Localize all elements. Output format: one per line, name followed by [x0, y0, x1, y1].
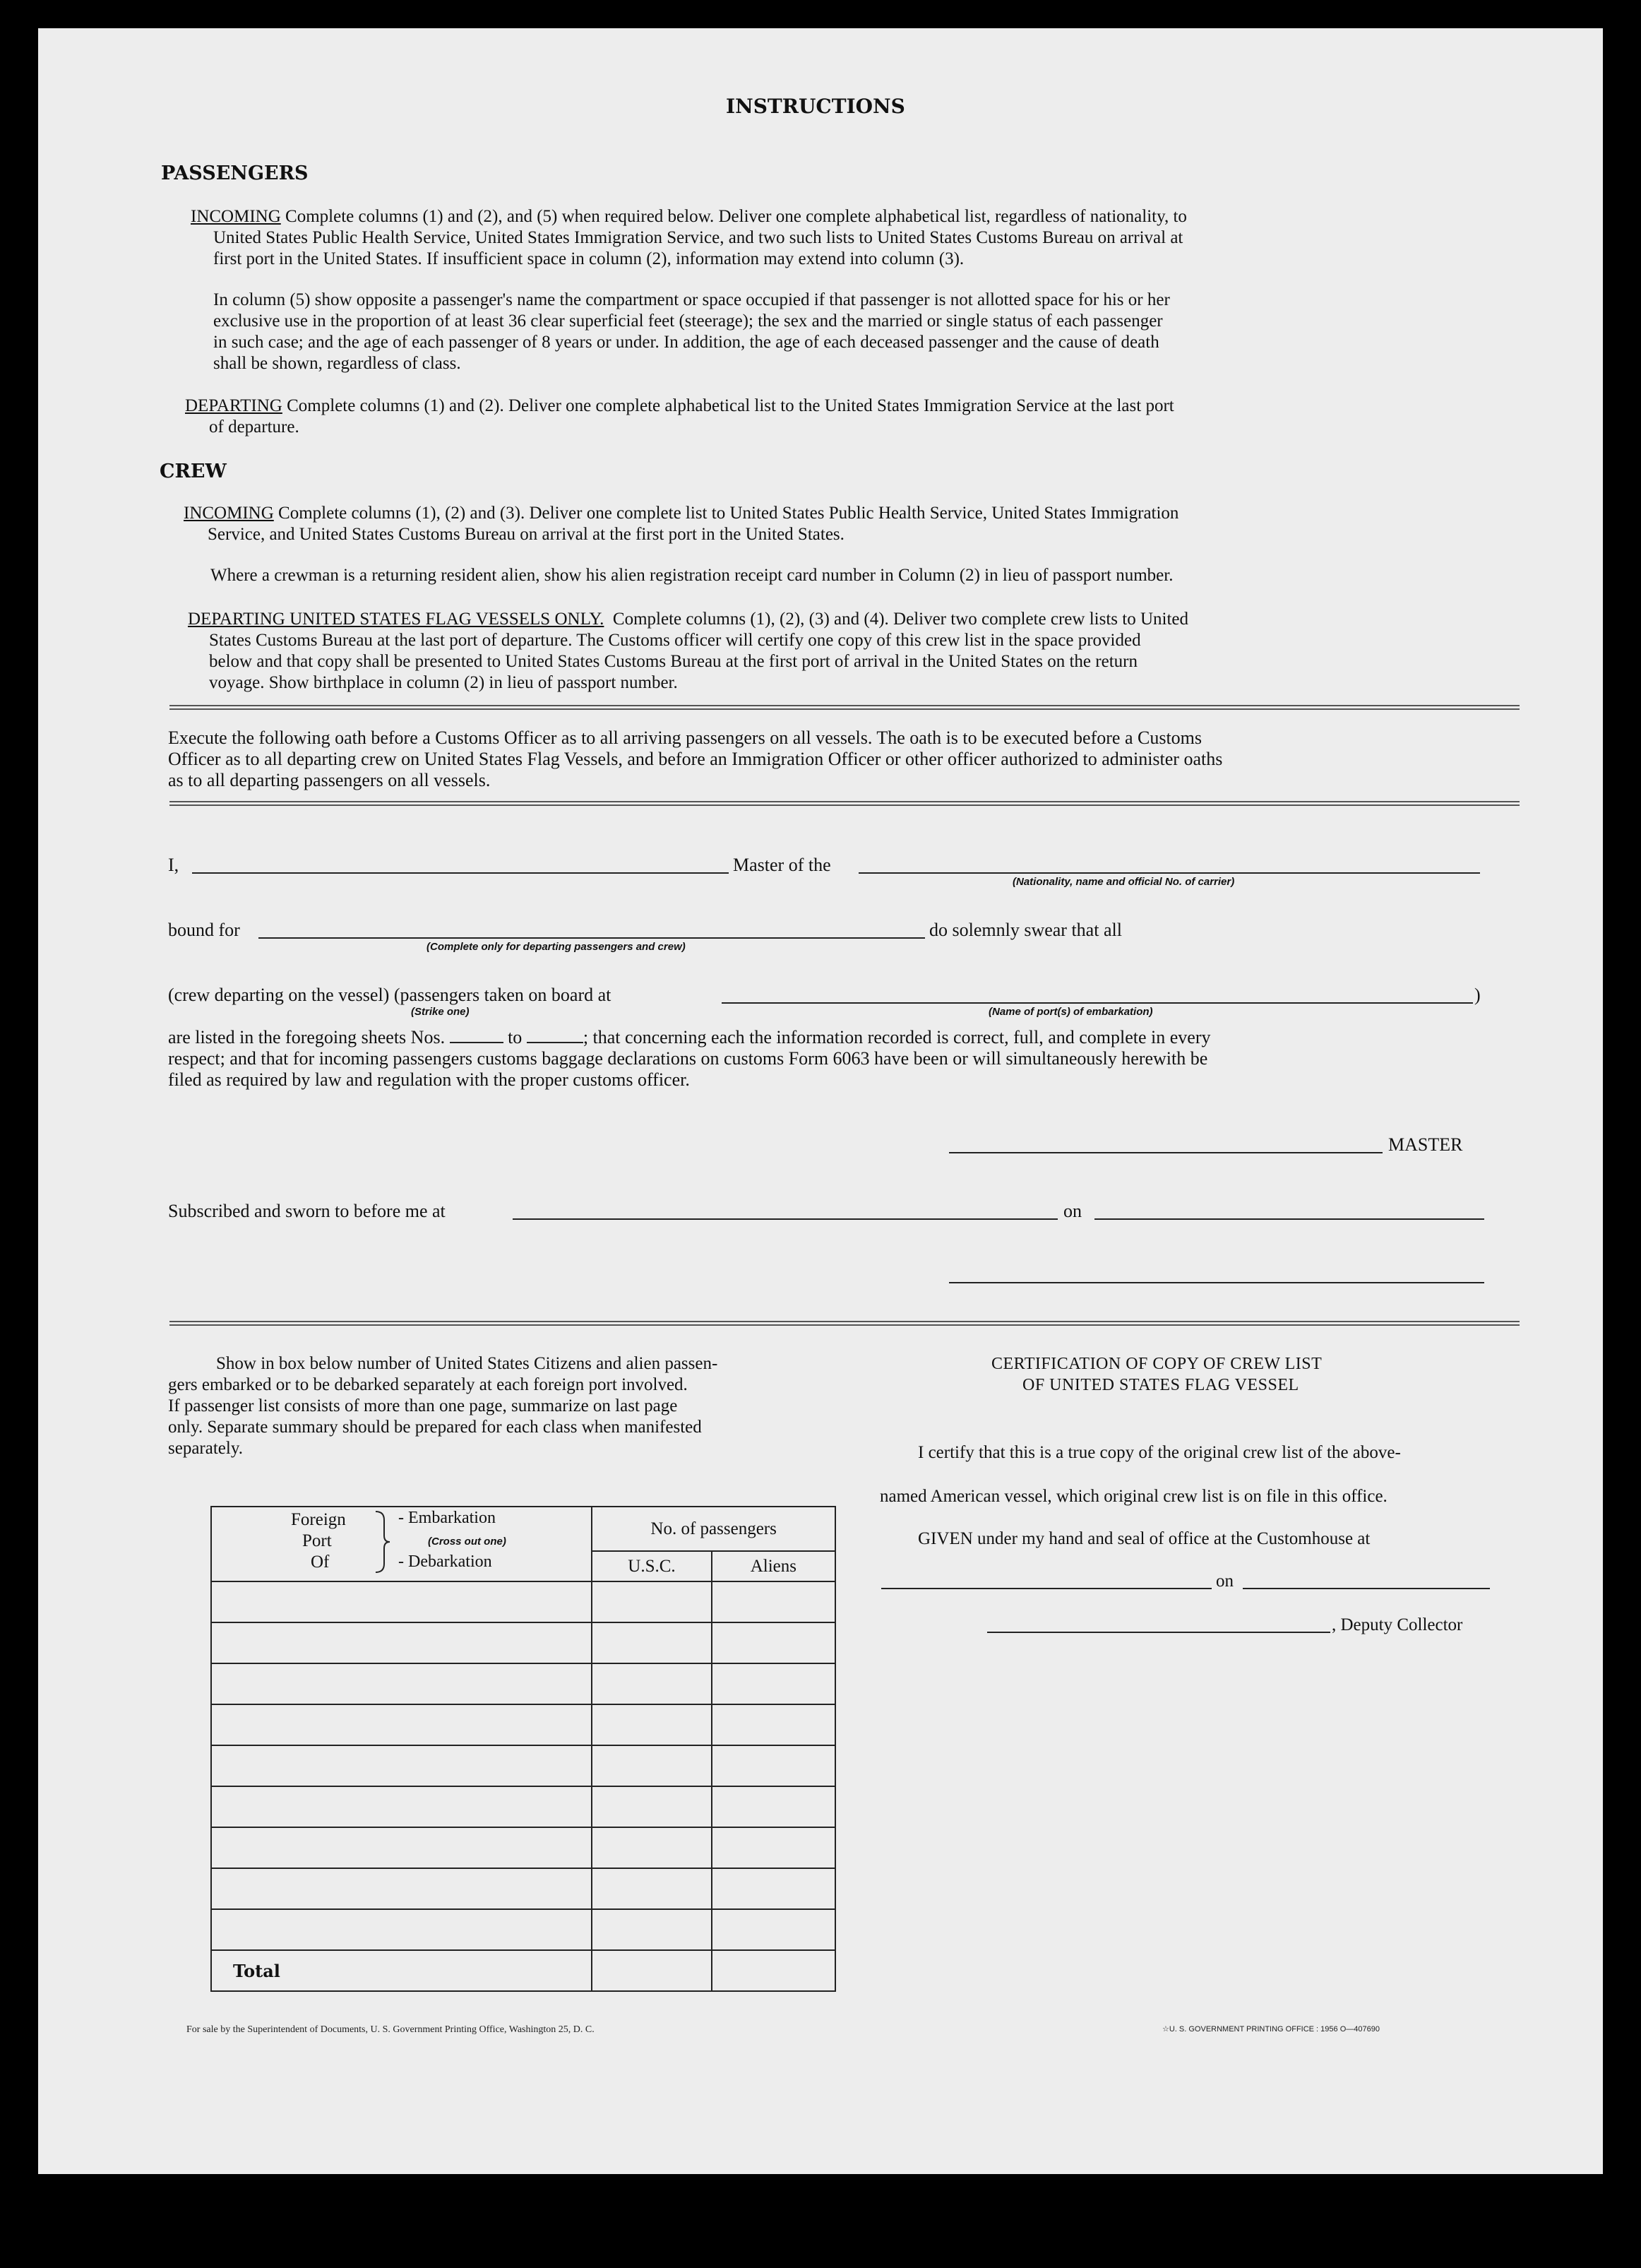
- sworn-on-label: on: [1063, 1201, 1082, 1221]
- crew-incoming-label: INCOMING: [184, 504, 274, 523]
- master-of-the-label: Master of the: [733, 855, 831, 875]
- passengers-departing-text-1: Complete columns (1) and (2). Deliver one complete alphabetical list to the United States Immigration Service at the last port: [287, 396, 1174, 415]
- header-embarkation: - Embarkation: [398, 1509, 496, 1527]
- divider-1: [169, 705, 1520, 710]
- certification-line-2: named American vessel, which original crew list is on file in this office.: [880, 1487, 1388, 1506]
- header-cross-out: (Cross out one): [428, 1536, 506, 1548]
- crew-departing-text-1: Complete columns (1), (2), (3) and (4). Deliver two complete crew lists to United: [612, 610, 1188, 629]
- aliens-header: Aliens: [712, 1551, 835, 1581]
- port-embarkation-field[interactable]: [722, 1002, 1473, 1004]
- table-row: [211, 1868, 835, 1909]
- footer-printing-office: ☆U. S. GOVERNMENT PRINTING OFFICE : 1956 O—407690: [1162, 2025, 1380, 2034]
- total-aliens-cell[interactable]: [712, 1950, 835, 1991]
- carrier-field[interactable]: [859, 872, 1480, 874]
- close-paren: ): [1474, 985, 1481, 1005]
- no-passengers-header: No. of passengers: [592, 1507, 835, 1551]
- usc-cell[interactable]: [592, 1786, 711, 1827]
- page-title: INSTRUCTIONS: [726, 95, 905, 118]
- port-embarkation-caption: (Name of port(s) of embarkation): [989, 1006, 1153, 1018]
- bound-for-label: bound for: [168, 920, 240, 940]
- passengers-departing-label: DEPARTING: [185, 396, 282, 415]
- passengers-incoming-line-3: first port in the United States. If insufficient space in column (2), information may extend into column (3).: [213, 249, 965, 268]
- aliens-cell[interactable]: [712, 1909, 835, 1950]
- total-label: Total: [211, 1950, 592, 1991]
- passengers-departing-line-1: [185, 396, 1174, 417]
- oath-i-label: I,: [168, 855, 179, 875]
- aliens-cell[interactable]: [712, 1827, 835, 1868]
- officer-signature-field[interactable]: [949, 1282, 1484, 1283]
- certification-line-3: GIVEN under my hand and seal of office at the Customhouse at: [918, 1529, 1371, 1548]
- sheet-to-field[interactable]: [527, 1029, 583, 1043]
- crew-departing-label: DEPARTING UNITED STATES FLAG VESSELS ONLY.: [188, 610, 604, 629]
- passengers-departing-line-2: of departure.: [209, 417, 299, 437]
- port-cell[interactable]: [211, 1581, 592, 1622]
- passengers-incoming-text-1: Complete columns (1) and (2), and (5) when required below. Deliver one complete alphabetical list, regardless of nationality, to: [285, 207, 1187, 226]
- header-port: Port: [302, 1531, 332, 1550]
- summary-line-1: Show in box below number of United States Citizens and alien passen-: [216, 1354, 718, 1373]
- table-row: [211, 1909, 835, 1950]
- passengers-col5-line-3: in such case; and the age of each passenger of 8 years or under. In addition, the age of each deceased passenger and the cause of death: [213, 333, 1159, 352]
- crew-resident-line: Where a crewman is a returning resident alien, show his alien registration receipt card number in Column (2) in lieu of passport number.: [210, 566, 1174, 585]
- table-row: [211, 1786, 835, 1827]
- sheets-text-a: are listed in the foregoing sheets Nos.: [168, 1027, 446, 1047]
- port-cell[interactable]: [211, 1786, 592, 1827]
- port-cell[interactable]: [211, 1745, 592, 1786]
- divider-3: [169, 1321, 1520, 1326]
- passengers-col5-line-4: shall be shown, regardless of class.: [213, 354, 461, 373]
- crew-departing-line-1: [188, 609, 1188, 630]
- carrier-caption: (Nationality, name and official No. of carrier): [1013, 876, 1235, 888]
- table-row: [211, 1622, 835, 1663]
- total-usc-cell[interactable]: [592, 1950, 711, 1991]
- subscribed-label: Subscribed and sworn to before me at: [168, 1201, 446, 1221]
- total-row: [211, 1950, 835, 1991]
- usc-header: U.S.C.: [592, 1551, 711, 1581]
- brace-icon: [374, 1510, 391, 1574]
- summary-line-5: separately.: [168, 1439, 243, 1458]
- table-row: [211, 1745, 835, 1786]
- form-page: [38, 28, 1603, 2174]
- header-debarkation: - Debarkation: [398, 1552, 492, 1571]
- aliens-cell[interactable]: [712, 1663, 835, 1704]
- master-label: MASTER: [1388, 1134, 1463, 1155]
- aliens-cell[interactable]: [712, 1581, 835, 1622]
- passengers-incoming-label: INCOMING: [191, 207, 281, 226]
- sheets-text-b: ; that concerning each the information recorded is correct, full, and complete in every: [583, 1027, 1211, 1047]
- crew-incoming-line-2: Service, and United States Customs Bureau on arrival at the first port in the United States.: [208, 525, 845, 544]
- table-header-row: [211, 1507, 835, 1551]
- summary-line-2: gers embarked or to be debarked separately at each foreign port involved.: [168, 1375, 688, 1394]
- sheets-line-2: respect; and that for incoming passengers customs baggage declarations on customs Form 6063 have been or will simultaneously herewith be: [168, 1048, 1208, 1069]
- sheets-line-1: [168, 1027, 1211, 1048]
- sheets-to-label: to: [508, 1027, 523, 1047]
- passenger-summary-table: [210, 1506, 836, 1992]
- bound-for-field[interactable]: [258, 937, 925, 939]
- usc-cell[interactable]: [592, 1581, 711, 1622]
- crew-departing-line-2: States Customs Bureau at the last port of departure. The Customs officer will certify one copy of this crew list in the space provided: [209, 631, 1141, 650]
- aliens-cell[interactable]: [712, 1704, 835, 1745]
- port-cell[interactable]: [211, 1827, 592, 1868]
- deputy-collector-field[interactable]: [987, 1632, 1330, 1633]
- oath-intro-line-3: as to all departing passengers on all vessels.: [168, 770, 491, 790]
- sworn-date-field[interactable]: [1094, 1218, 1484, 1220]
- summary-line-3: If passenger list consists of more than one page, summarize on last page: [168, 1396, 678, 1415]
- bound-for-caption: (Complete only for departing passengers and crew): [426, 941, 686, 953]
- sworn-place-field[interactable]: [513, 1218, 1058, 1220]
- usc-cell[interactable]: [592, 1663, 711, 1704]
- customhouse-field[interactable]: [881, 1588, 1212, 1589]
- master-name-field[interactable]: [192, 872, 729, 874]
- usc-cell[interactable]: [592, 1704, 711, 1745]
- swear-label: do solemnly swear that all: [929, 920, 1122, 940]
- sheets-line-3: filed as required by law and regulation with the proper customs officer.: [168, 1069, 690, 1090]
- aliens-cell[interactable]: [712, 1622, 835, 1663]
- passengers-incoming-line-2: United States Public Health Service, United States Immigration Service, and two such lists to United States Customs Bureau on arrival at: [213, 228, 1183, 247]
- header-foreign: Foreign: [291, 1510, 346, 1529]
- header-of: Of: [311, 1552, 330, 1572]
- summary-line-4: only. Separate summary should be prepared for each class when manifested: [168, 1418, 702, 1437]
- certification-on-label: on: [1216, 1572, 1234, 1591]
- usc-cell[interactable]: [592, 1745, 711, 1786]
- port-cell[interactable]: [211, 1622, 592, 1663]
- sheet-from-field[interactable]: [450, 1029, 503, 1043]
- aliens-cell[interactable]: [712, 1745, 835, 1786]
- table-row: [211, 1704, 835, 1745]
- oath-intro-line-2: Officer as to all departing crew on United States Flag Vessels, and before an Immigration Officer or other officer authorized to administer oaths: [168, 749, 1223, 769]
- certification-date-field[interactable]: [1243, 1588, 1490, 1589]
- passengers-incoming-line-1: [191, 206, 1187, 227]
- certification-title-1: CERTIFICATION OF COPY OF CREW LIST: [991, 1355, 1323, 1373]
- port-cell[interactable]: [211, 1909, 592, 1950]
- passengers-col5-line-2: exclusive use in the proportion of at least 36 clear superficial feet (steerage); the sex and the married or single status of each passenger: [213, 311, 1163, 331]
- crew-departing-line-4: voyage. Show birthplace in column (2) in lieu of passport number.: [209, 673, 678, 692]
- passengers-col5-line-1: In column (5) show opposite a passenger's name the compartment or space occupied if that passenger is not allotted space for his or her: [213, 290, 1170, 309]
- aliens-cell[interactable]: [712, 1868, 835, 1909]
- passengers-heading: PASSENGERS: [161, 162, 309, 184]
- footer-sale-note: For sale by the Superintendent of Documents, U. S. Government Printing Office, Washington 25, D. C.: [186, 2024, 595, 2035]
- crew-incoming-line-1: [184, 503, 1178, 524]
- port-cell[interactable]: [211, 1663, 592, 1704]
- crew-incoming-text-1: Complete columns (1), (2) and (3). Deliver one complete list to United States Public Health Service, United States Immigration: [278, 504, 1179, 523]
- usc-cell[interactable]: [592, 1909, 711, 1950]
- certification-line-1: I certify that this is a true copy of the original crew list of the above-: [918, 1443, 1401, 1462]
- aliens-cell[interactable]: [712, 1786, 835, 1827]
- divider-2: [169, 801, 1520, 806]
- oath-intro-line-1: Execute the following oath before a Customs Officer as to all arriving passengers on all vessels. The oath is to be executed before a Customs: [168, 728, 1203, 748]
- deputy-collector-label: , Deputy Collector: [1332, 1615, 1463, 1634]
- port-cell[interactable]: [211, 1704, 592, 1745]
- table-row: [211, 1581, 835, 1622]
- table-row: [211, 1827, 835, 1868]
- master-signature-field[interactable]: [949, 1152, 1383, 1153]
- table-row: [211, 1663, 835, 1704]
- certification-title-2: OF UNITED STATES FLAG VESSEL: [1022, 1376, 1299, 1394]
- port-header-cell: [211, 1507, 592, 1581]
- usc-cell[interactable]: [592, 1868, 711, 1909]
- strike-one-text: (crew departing on the vessel) (passengers taken on board at: [168, 985, 611, 1005]
- usc-cell[interactable]: [592, 1622, 711, 1663]
- port-cell[interactable]: [211, 1868, 592, 1909]
- crew-departing-line-3: below and that copy shall be presented to United States Customs Bureau at the first port of arrival in the United States on the return: [209, 652, 1138, 671]
- crew-heading: CREW: [160, 461, 227, 482]
- strike-one-caption: (Strike one): [411, 1006, 470, 1018]
- usc-cell[interactable]: [592, 1827, 711, 1868]
